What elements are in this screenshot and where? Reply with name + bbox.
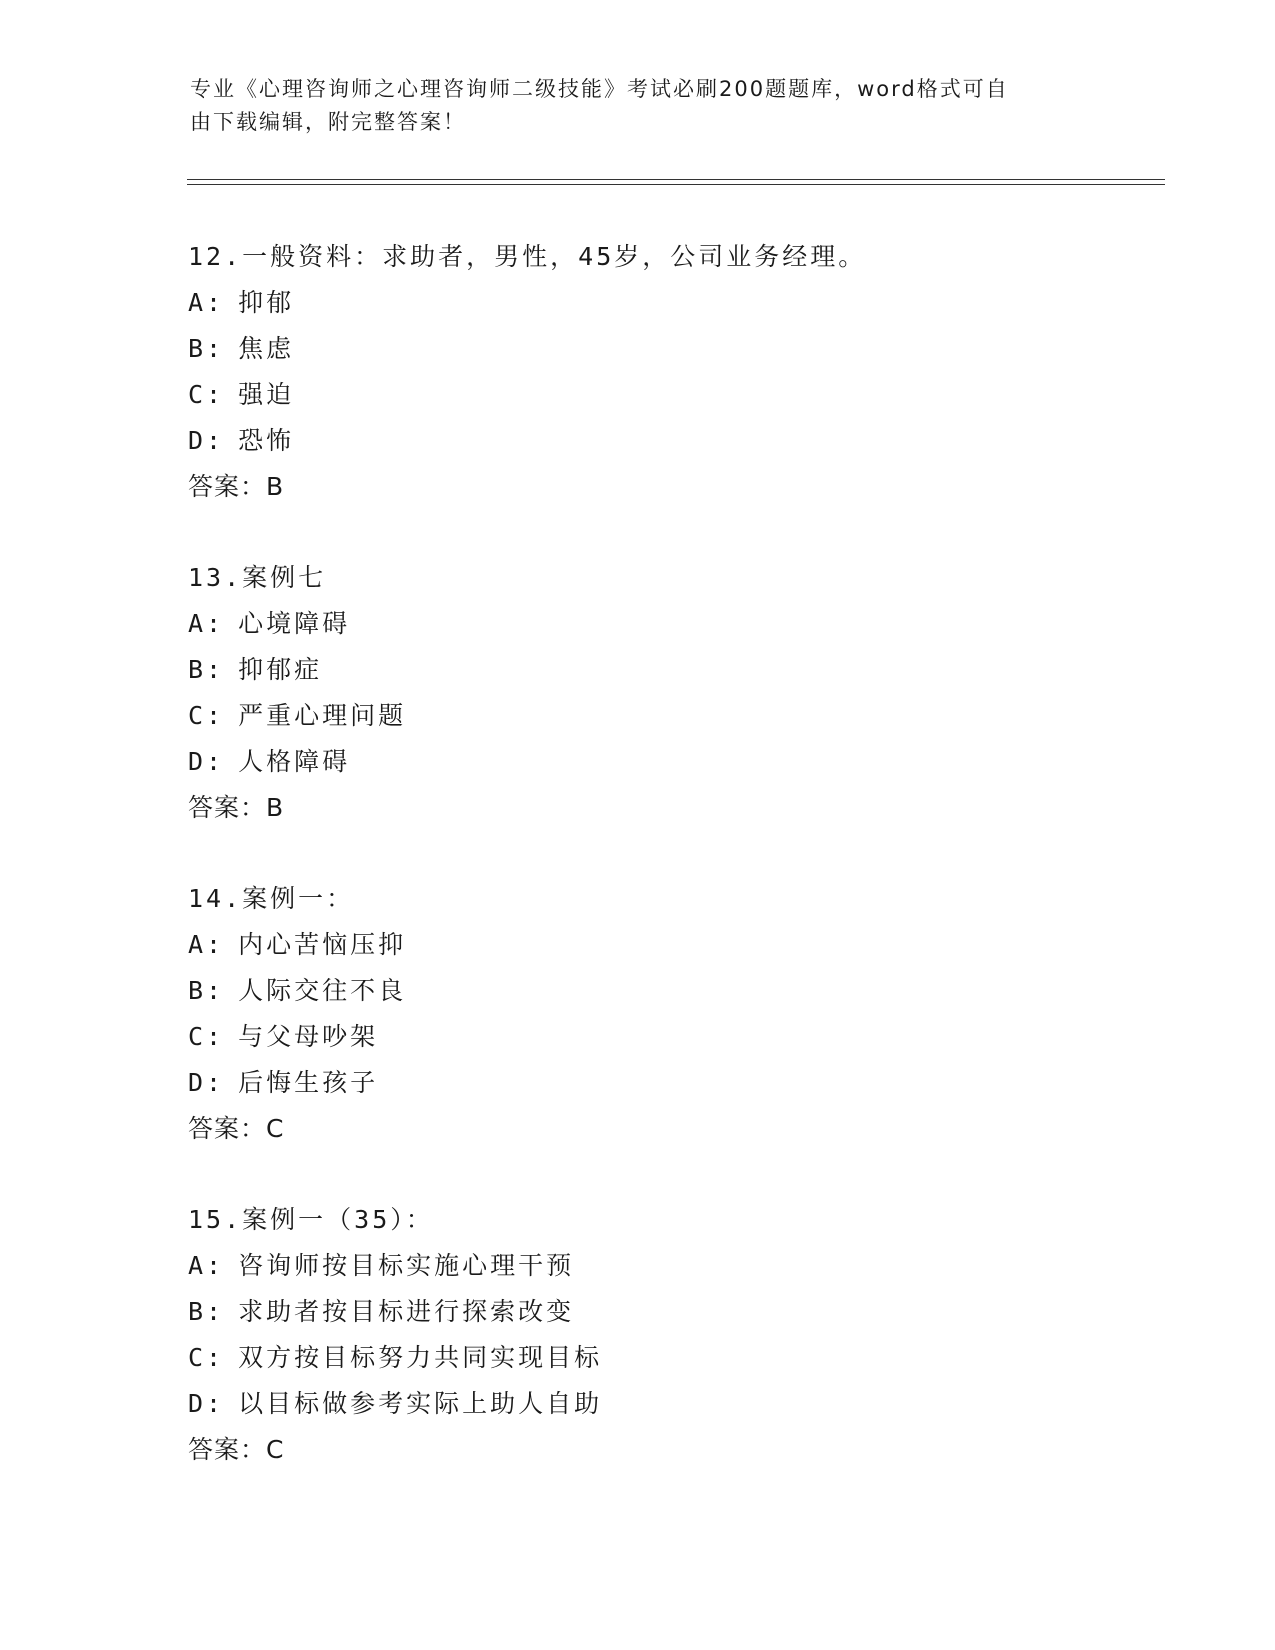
answer-line: 答案：B: [188, 472, 285, 501]
answer-line: 答案：B: [188, 793, 285, 822]
option-text: 以目标做参考实际上助人自助: [238, 1389, 603, 1418]
question-item: [188, 234, 1148, 510]
option-b: [188, 326, 1148, 372]
option-c: [188, 372, 1148, 418]
option-text: 咨询师按目标实施心理干预: [238, 1251, 575, 1280]
question-list: [188, 234, 1148, 1518]
question-stem: 13.案例七: [188, 563, 327, 592]
header-divider-top: [187, 179, 1165, 180]
option-text: 抑郁症: [238, 655, 323, 684]
question-item: [188, 876, 1148, 1152]
option-letter: A:: [188, 288, 225, 317]
answer-line: 答案：C: [188, 1114, 285, 1143]
option-text: 抑郁: [238, 288, 295, 317]
option-letter: A:: [188, 930, 225, 959]
option-text: 强迫: [238, 380, 295, 409]
option-text: 求助者按目标进行探索改变: [238, 1297, 575, 1326]
option-text: 人际交往不良: [238, 976, 407, 1005]
option-letter: A:: [188, 609, 225, 638]
header-line-1: 专业《心理咨询师之心理咨询师二级技能》考试必刷200题题库，word格式可自: [190, 77, 1009, 101]
question-item: [188, 555, 1148, 831]
option-text: 与父母吵架: [238, 1022, 379, 1051]
header-line-2: 由下载编辑，附完整答案！: [190, 110, 466, 134]
option-d: [188, 1060, 1148, 1106]
option-c: [188, 693, 1148, 739]
option-a: [188, 280, 1148, 326]
option-text: 恐怖: [238, 426, 295, 455]
option-letter: C:: [188, 380, 225, 409]
option-letter: A:: [188, 1251, 225, 1280]
question-item: [188, 1197, 1148, 1473]
option-letter: D:: [188, 747, 225, 776]
option-text: 严重心理问题: [238, 701, 407, 730]
option-text: 后悔生孩子: [238, 1068, 379, 1097]
answer-line: 答案：C: [188, 1435, 285, 1464]
option-letter: C:: [188, 701, 225, 730]
option-text: 内心苦恼压抑: [238, 930, 407, 959]
question-stem: 12.一般资料：求助者，男性，45岁，公司业务经理。: [188, 242, 867, 271]
option-text: 心境障碍: [238, 609, 351, 638]
question-stem: 15.案例一（35）：: [188, 1205, 434, 1234]
document-header: [190, 73, 1090, 139]
option-b: [188, 647, 1148, 693]
option-letter: C:: [188, 1022, 225, 1051]
option-letter: B:: [188, 655, 225, 684]
option-d: [188, 739, 1148, 785]
option-letter: D:: [188, 1068, 225, 1097]
option-letter: B:: [188, 1297, 225, 1326]
header-divider-bottom: [187, 184, 1165, 185]
option-c: [188, 1335, 1148, 1381]
option-b: [188, 968, 1148, 1014]
option-d: [188, 418, 1148, 464]
option-a: [188, 1243, 1148, 1289]
option-c: [188, 1014, 1148, 1060]
option-text: 人格障碍: [238, 747, 351, 776]
option-letter: B:: [188, 334, 225, 363]
option-a: [188, 922, 1148, 968]
option-d: [188, 1381, 1148, 1427]
option-b: [188, 1289, 1148, 1335]
option-text: 双方按目标努力共同实现目标: [238, 1343, 603, 1372]
option-a: [188, 601, 1148, 647]
option-letter: B:: [188, 976, 225, 1005]
question-stem: 14.案例一：: [188, 884, 355, 913]
option-text: 焦虑: [238, 334, 295, 363]
option-letter: D:: [188, 426, 225, 455]
option-letter: C:: [188, 1343, 225, 1372]
option-letter: D:: [188, 1389, 225, 1418]
